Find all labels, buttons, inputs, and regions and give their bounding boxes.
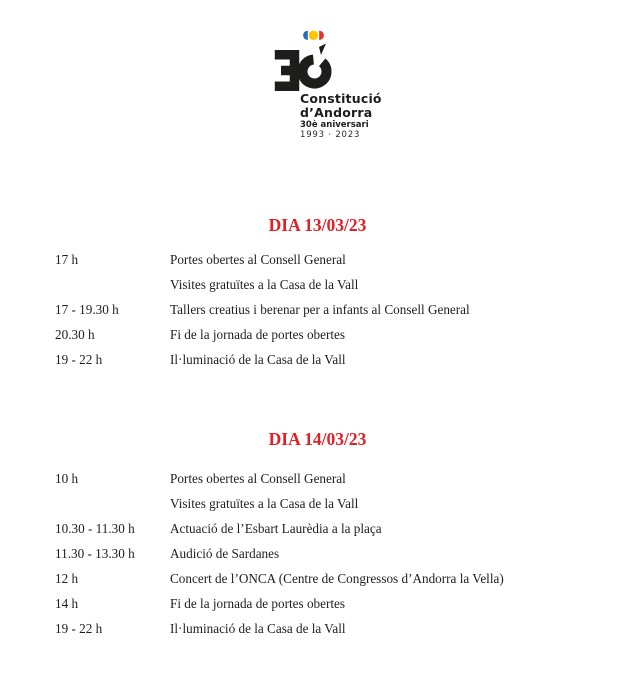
event-description: Portes obertes al Consell General [170,471,346,486]
logo-accent-red-icon [319,31,324,40]
schedule-row [55,516,595,541]
schedule-row [55,297,595,322]
schedule-row [55,566,595,591]
logo-accent-blue-icon [303,31,308,40]
event-time: 10 h [55,471,79,486]
schedule-row [55,616,595,641]
event-time [55,272,170,297]
schedule-row [55,347,595,372]
event-description: Fi de la jornada de portes obertes [170,327,346,342]
schedule-row [55,272,595,297]
schedule-row [55,247,595,272]
logo-digit-3 [275,55,295,87]
event-description: Audició de Sardanes [170,546,280,561]
day2-heading: DIA 14/03/23 [268,429,367,449]
event-time [55,491,170,516]
event-description: Concert de l’ONCA (Centre de Congressos d’Andorra la Vella) [170,571,504,586]
logo-years: 1993 · 2023 [300,129,361,140]
event-description: Il·luminació de la Casa de la Vall [170,621,346,636]
event-time: 17 - 19.30 h [55,302,119,317]
event-time: 19 - 22 h [55,621,103,636]
schedule-row [55,591,595,616]
event-time: 19 - 22 h [55,352,103,367]
event-description: Visites gratuïtes a la Casa de la Vall [170,277,359,292]
event-description: Tallers creatius i berenar per a infants al Consell General [170,302,470,317]
schedule-row [55,541,595,566]
event-description: Fi de la jornada de portes obertes [170,596,346,611]
day1-heading: DIA 13/03/23 [268,215,367,235]
logo-title-line1: Constitució [300,91,382,106]
event-time: 11.30 - 13.30 h [55,546,135,561]
event-description: Il·luminació de la Casa de la Vall [170,352,346,367]
logo-title-line2: d’Andorra [300,104,373,120]
logo-accent-yellow-icon [309,31,318,40]
day2-schedule [55,466,595,641]
andorra-constitution-30-logo [270,28,332,94]
logo-wordmark [300,92,382,119]
logo-apostrophe [319,44,326,56]
logo-subtitle: 30è aniversari [300,120,369,130]
event-time: 10.30 - 11.30 h [55,521,135,536]
logo-digit-0 [303,60,327,84]
event-time: 12 h [55,571,79,586]
event-description: Actuació de l’Esbart Laurèdia a la plaça [170,521,382,536]
schedule-row [55,322,595,347]
event-time: 17 h [55,252,79,267]
event-time: 20.30 h [55,327,95,342]
event-description: Visites gratuïtes a la Casa de la Vall [170,496,359,511]
schedule-row [55,491,595,516]
event-description: Portes obertes al Consell General [170,252,346,267]
event-time: 14 h [55,596,79,611]
day1-schedule [55,247,595,372]
schedule-row [55,466,595,491]
